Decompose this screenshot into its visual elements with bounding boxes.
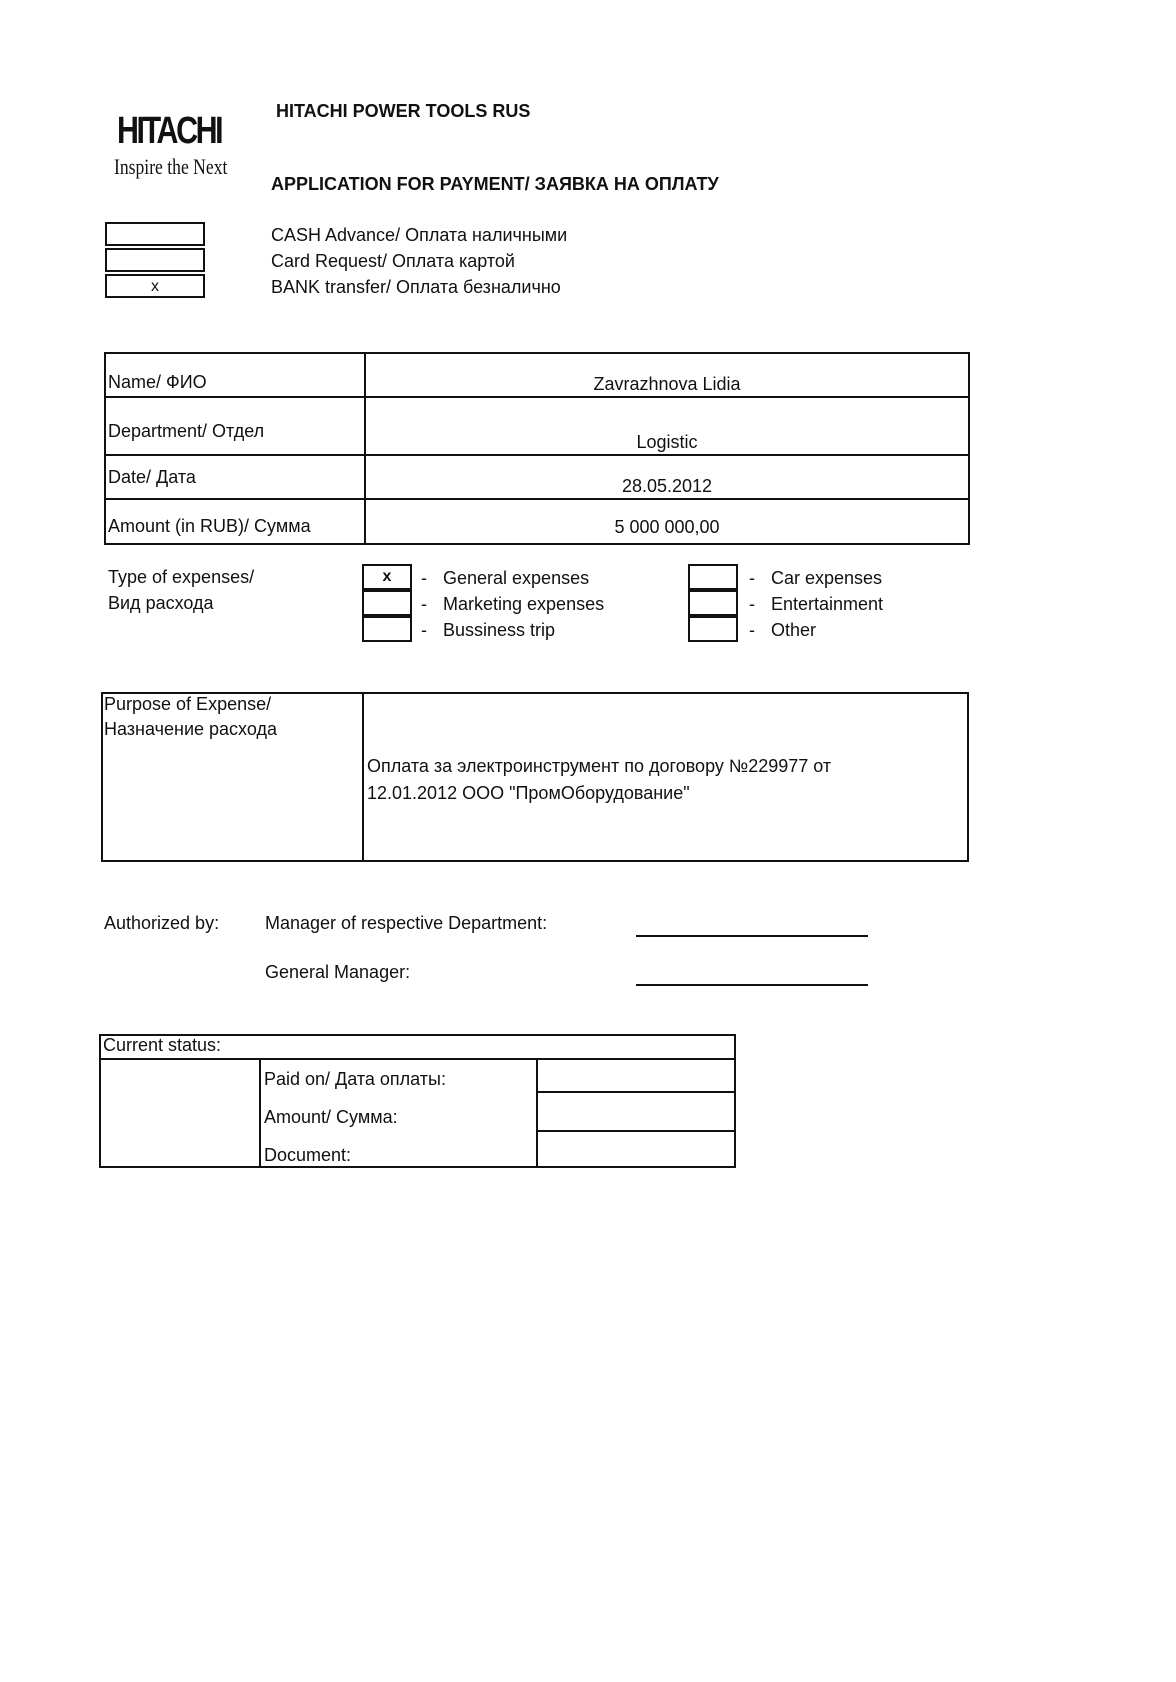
date-label: Date/ Дата — [108, 467, 196, 487]
document-field[interactable] — [538, 1132, 734, 1166]
cash-advance-label: CASH Advance/ Оплата наличными — [271, 225, 568, 245]
marketing-expenses-checkbox[interactable] — [362, 590, 412, 616]
purpose-label-ru: Назначение расхода — [104, 719, 277, 739]
paid-on-field[interactable] — [538, 1060, 734, 1090]
status-amount-label: Amount/ Сумма: — [264, 1107, 398, 1127]
department-value[interactable]: Logistic — [636, 432, 698, 452]
dash: - — [421, 568, 427, 588]
department-label: Department/ Отдел — [108, 421, 265, 441]
expense-type-label-ru: Вид расхода — [108, 593, 214, 613]
authorized-by-label: Authorized by: — [104, 913, 220, 933]
purpose-label: Purpose of Expense/ — [104, 694, 272, 714]
company-logo-wordmark: HITACHI — [117, 110, 222, 152]
dash: - — [749, 568, 755, 588]
dash: - — [421, 594, 427, 614]
current-status-title: Current status: — [103, 1035, 222, 1055]
name-value[interactable]: Zavrazhnova Lidia — [593, 374, 741, 394]
name-label: Name/ ФИО — [108, 372, 207, 392]
business-trip-checkbox[interactable] — [362, 616, 412, 642]
paid-on-label: Paid on/ Дата оплаты: — [264, 1069, 446, 1089]
entertainment-label: Entertainment — [771, 594, 884, 614]
dash: - — [749, 620, 755, 640]
entertainment-checkbox[interactable] — [688, 590, 738, 616]
marketing-expenses-label: Marketing expenses — [443, 594, 605, 614]
car-expenses-label: Car expenses — [771, 568, 883, 588]
date-value[interactable]: 28.05.2012 — [621, 476, 713, 496]
document-label: Document: — [264, 1145, 352, 1165]
card-request-checkbox[interactable] — [105, 248, 205, 272]
card-request-label: Card Request/ Оплата картой — [271, 251, 515, 271]
other-label: Other — [771, 620, 817, 640]
department-manager-signature-line[interactable] — [636, 935, 868, 937]
amount-label: Amount (in RUB)/ Сумма — [108, 516, 311, 536]
department-manager-label: Manager of respective Department: — [265, 913, 548, 933]
document-title: APPLICATION FOR PAYMENT/ ЗАЯВКА НА ОПЛАТУ — [271, 174, 719, 194]
status-amount-field[interactable] — [538, 1093, 734, 1129]
bank-transfer-label: BANK transfer/ Оплата безналично — [271, 277, 561, 297]
cash-advance-checkbox[interactable] — [105, 222, 205, 246]
general-expenses-checkbox[interactable]: x — [362, 564, 412, 590]
general-manager-signature-line[interactable] — [636, 984, 868, 986]
car-expenses-checkbox[interactable] — [688, 564, 738, 590]
expense-type-label: Type of expenses/ — [108, 567, 255, 587]
general-expenses-label: General expenses — [443, 568, 590, 588]
dash: - — [749, 594, 755, 614]
company-name: HITACHI POWER TOOLS RUS — [276, 101, 531, 121]
dash: - — [421, 620, 427, 640]
general-manager-label: General Manager: — [265, 962, 411, 982]
amount-value[interactable]: 5 000 000,00 — [614, 517, 720, 537]
bank-transfer-checkbox[interactable]: x — [105, 274, 205, 298]
purpose-text-line1[interactable]: Оплата за электроинструмент по договору №229977 от — [367, 756, 832, 776]
purpose-text-line2[interactable]: 12.01.2012 ООО "ПромОборудование" — [367, 783, 690, 803]
other-checkbox[interactable] — [688, 616, 738, 642]
company-logo-tagline: Inspire the Next — [114, 154, 228, 179]
business-trip-label: Bussiness trip — [443, 620, 556, 640]
